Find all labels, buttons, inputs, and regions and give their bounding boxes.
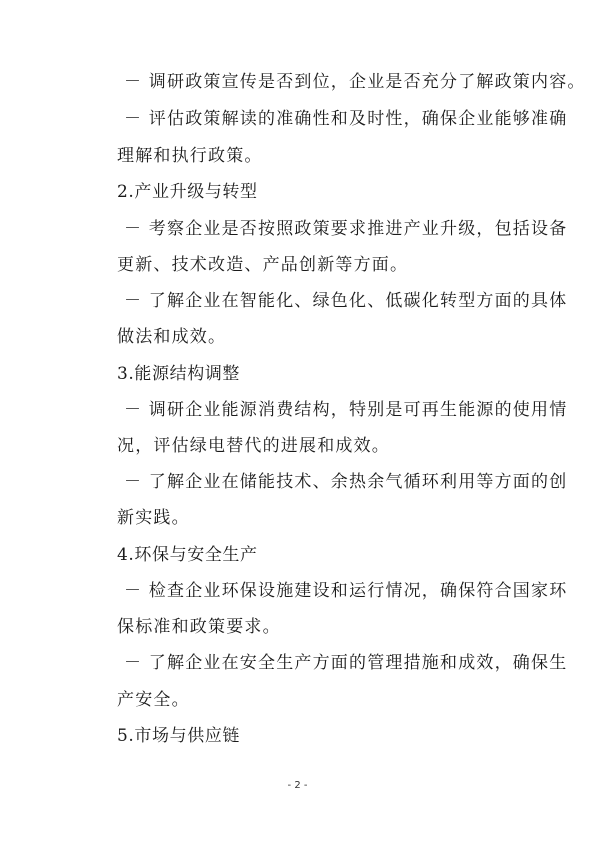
section-heading: 4.环保与安全生产 bbox=[117, 545, 258, 565]
bullet-line: － 考察企业是否按照政策要求推进产业升级，包括设备 bbox=[124, 219, 568, 239]
bullet-line: － 调研企业能源消费结构，特别是可再生能源的使用情 bbox=[124, 400, 568, 420]
continuation-line: 保标准和政策要求。 bbox=[117, 617, 281, 637]
bullet-line: － 了解企业在智能化、绿色化、低碳化转型方面的具体 bbox=[124, 291, 568, 311]
continuation-line: 理解和执行政策。 bbox=[117, 146, 263, 166]
bullet-line: － 了解企业在安全生产方面的管理措施和成效，确保生 bbox=[124, 653, 568, 673]
bullet-line: － 调研政策宣传是否到位，企业是否充分了解政策内容。 bbox=[124, 72, 586, 92]
section-heading: 2.产业升级与转型 bbox=[117, 182, 258, 202]
continuation-line: 况，评估绿电替代的进展和成效。 bbox=[117, 436, 390, 456]
continuation-line: 做法和成效。 bbox=[117, 327, 227, 347]
page-number: - 2 - bbox=[287, 780, 308, 791]
continuation-line: 产安全。 bbox=[117, 690, 190, 710]
section-heading: 5.市场与供应链 bbox=[117, 726, 241, 746]
section-heading: 3.能源结构调整 bbox=[117, 364, 241, 384]
bullet-line: － 了解企业在储能技术、余热余气循环利用等方面的创 bbox=[124, 472, 568, 492]
continuation-line: 更新、技术改造、产品创新等方面。 bbox=[117, 255, 409, 275]
continuation-line: 新实践。 bbox=[117, 508, 190, 528]
bullet-line: － 评估政策解读的准确性和及时性，确保企业能够准确 bbox=[124, 109, 568, 129]
bullet-line: － 检查企业环保设施建设和运行情况，确保符合国家环 bbox=[124, 581, 568, 601]
